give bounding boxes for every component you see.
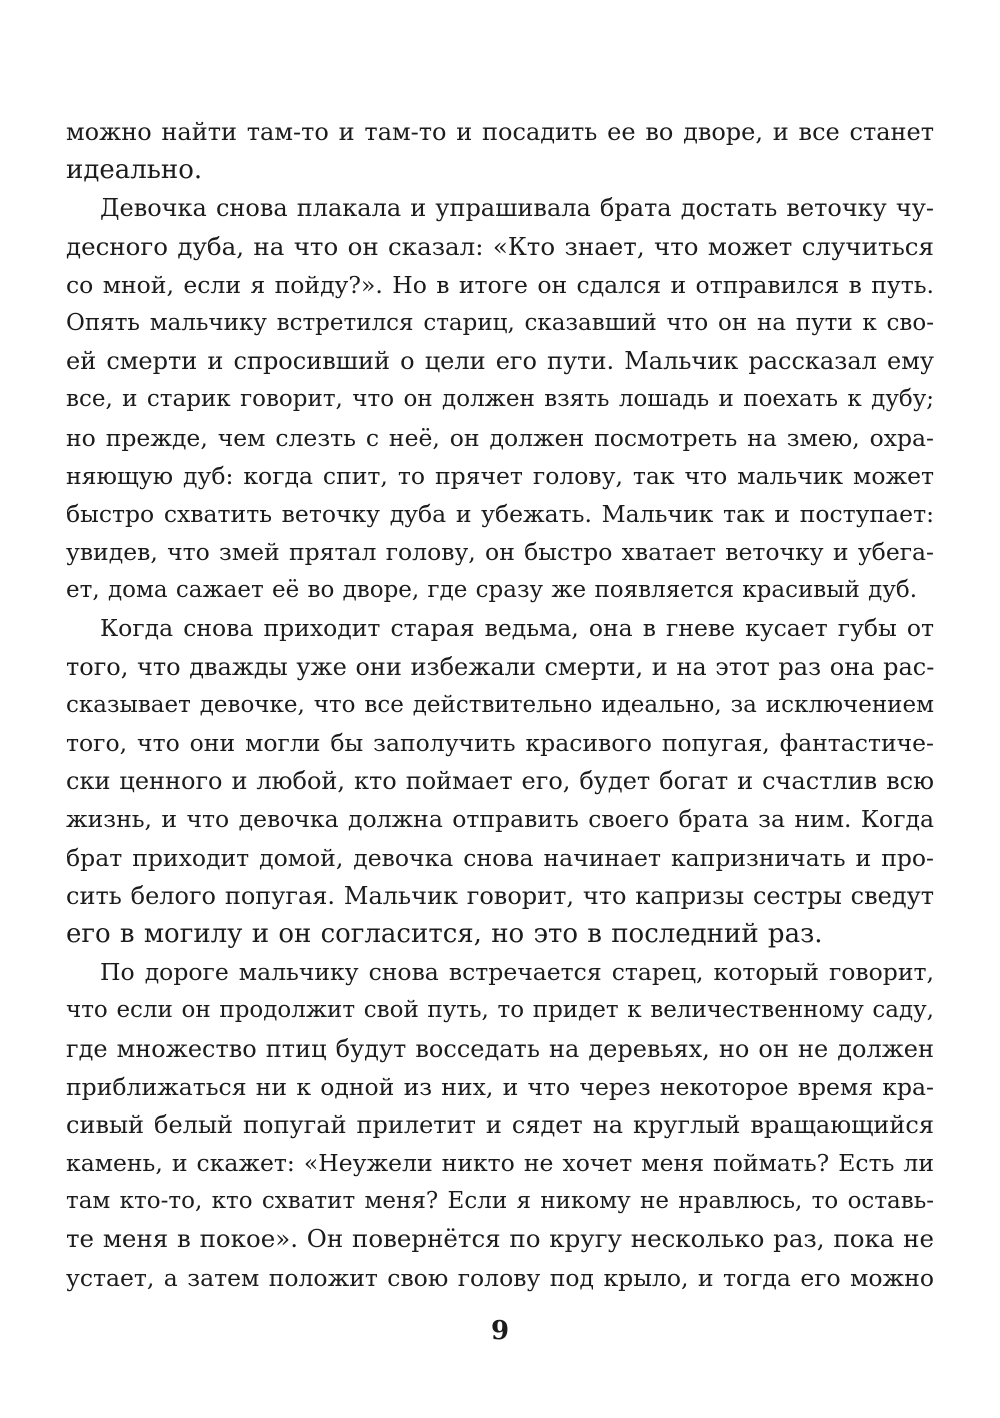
text-line: ей смерти и спросивший о цели его пути. Мальчик рассказал ему bbox=[66, 347, 934, 376]
text-line: ет, дома сажает её во дворе, где сразу же появляется красивый дуб. bbox=[66, 577, 918, 604]
text-line: Когда снова приходит старая ведьма, она в гневе кусает губы от bbox=[100, 614, 934, 643]
text-line: сивый белый попугай прилетит и сядет на круглый вращающийся bbox=[66, 1110, 934, 1139]
text-line: со мной, если я пойду?». Но в итоге он сдался и отправился в путь. bbox=[66, 270, 934, 299]
text-line: того, что дважды уже они избежали смерти, и на этот раз она рас- bbox=[66, 652, 935, 681]
body-text bbox=[66, 113, 934, 1297]
text-line: камень, и скажет: «Неужели никто не хочет меня поймать? Есть ли bbox=[66, 1149, 934, 1178]
text-line: устает, а затем положит свою голову под крыло, и тогда его можно bbox=[66, 1263, 934, 1292]
text-line: брат приходит домой, девочка снова начинает капризничать и про- bbox=[66, 843, 934, 872]
text-line: ски ценного и любой, кто поймает его, будет богат и счастлив всю bbox=[66, 767, 934, 796]
text-line: быстро схватить веточку дуба и убежать. Мальчик так и поступает: bbox=[66, 499, 934, 528]
text-line: там кто-то, кто схватит меня? Если я никому не нравлюсь, то оставь- bbox=[66, 1188, 934, 1215]
text-line: что если он продолжит свой путь, то придет к величественному саду, bbox=[66, 997, 934, 1024]
text-line: десного дуба, на что он сказал: «Кто знает, что может случиться bbox=[66, 231, 934, 261]
text-line: сить белого попугая. Мальчик говорит, что капризы сестры сведут bbox=[66, 881, 934, 910]
text-line: приближаться ни к одной из них, и что через некоторое время кра- bbox=[66, 1072, 934, 1101]
text-line: няющую дуб: когда спит, то прячет голову, так что мальчик может bbox=[66, 461, 934, 490]
text-line: того, что они могли бы заполучить красивого попугая, фантастиче- bbox=[66, 729, 934, 757]
text-line: сказывает девочке, что все действительно идеально, за исключением bbox=[66, 691, 934, 718]
text-line: все, и старик говорит, что он должен взять лошадь и поехать к дубу; bbox=[66, 386, 934, 413]
text-line: идеально. bbox=[66, 155, 203, 186]
text-line: те меня в покое». Он повернётся по кругу несколько раз, пока не bbox=[66, 1224, 934, 1254]
text-line: где множество птиц будут восседать на деревьях, но он не должен bbox=[66, 1034, 934, 1063]
text-line: По дороге мальчику снова встречается старец, который говорит, bbox=[100, 958, 934, 987]
text-line: можно найти там-то и там-то и посадить ее во дворе, и все станет bbox=[66, 118, 934, 146]
text-line: жизнь, и что девочка должна отправить своего брата за ним. Когда bbox=[66, 805, 934, 834]
page-number: 9 bbox=[490, 1316, 510, 1346]
text-line: Девочка снова плакала и упрашивала брата достать веточку чу- bbox=[100, 194, 934, 223]
text-line: его в могилу и он согласится, но это в последний раз. bbox=[66, 918, 823, 949]
text-line: Опять мальчику встретился стариц, сказавший что он на пути к сво- bbox=[66, 309, 934, 336]
text-line: но прежде, чем слезть с неё, он должен посмотреть на змею, охра- bbox=[66, 423, 934, 452]
text-line: увидев, что змей прятал голову, он быстро хватает веточку и убега- bbox=[66, 538, 934, 567]
